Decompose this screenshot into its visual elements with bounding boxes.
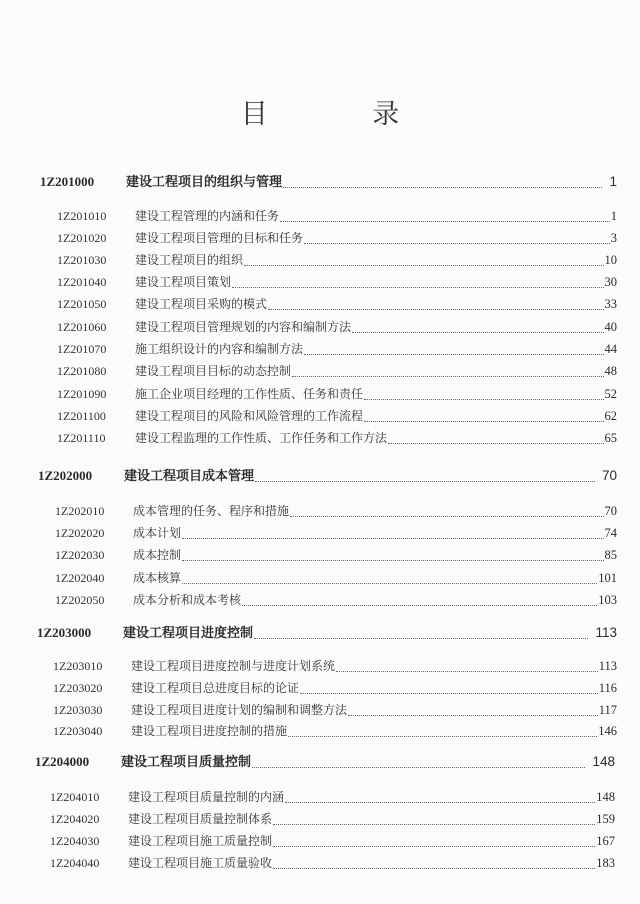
chapter-title: 建设工程项目的组织与管理 — [126, 175, 283, 190]
toc-chapter-entry[interactable] — [37, 623, 617, 643]
section-code: 1Z202020 — [55, 526, 105, 540]
toc-section-entry[interactable] — [57, 250, 617, 270]
section-code: 1Z202030 — [55, 548, 105, 562]
toc-section-entry[interactable] — [55, 590, 617, 610]
section-title: 建设工程项目进度控制与进度计划系统 — [131, 659, 336, 673]
dot-leader — [283, 173, 602, 188]
section-title: 成本管理的任务、程序和措施 — [133, 504, 290, 518]
page-number: 183 — [596, 856, 615, 870]
toc-title: 目 录 — [240, 99, 448, 130]
section-title: 建设工程项目采购的模式 — [135, 297, 268, 311]
section-code: 1Z201020 — [57, 231, 107, 245]
dot-leader — [352, 318, 603, 333]
page-number: 74 — [604, 526, 617, 540]
section-code: 1Z204030 — [50, 834, 100, 848]
section-code: 1Z204040 — [50, 856, 100, 870]
toc-section-entry[interactable] — [53, 721, 617, 741]
section-title: 建设工程项目的组织 — [135, 253, 244, 267]
section-title: 建设工程项目施工质量控制 — [128, 834, 273, 848]
section-title: 施工企业项目经理的工作性质、任务和责任 — [135, 387, 364, 401]
toc-section-entry[interactable] — [57, 361, 617, 381]
section-title: 建设工程项目管理规划的内容和编制方法 — [135, 320, 352, 334]
section-code: 1Z201010 — [57, 209, 107, 223]
section-code: 1Z201070 — [57, 342, 107, 356]
toc-section-entry[interactable] — [57, 339, 617, 359]
toc-section-entry[interactable] — [55, 568, 617, 588]
page-number: 103 — [598, 593, 617, 607]
dot-leader — [304, 229, 610, 244]
section-title: 建设工程项目进度控制的措施 — [131, 724, 288, 738]
toc-section-entry[interactable] — [57, 272, 617, 292]
dot-leader — [252, 753, 585, 768]
dot-leader — [304, 340, 603, 355]
page-number: 65 — [604, 431, 617, 445]
toc-section-entry[interactable] — [55, 523, 617, 543]
page-number: 146 — [598, 724, 617, 738]
page-number: 117 — [598, 703, 617, 717]
section-title: 建设工程项目质量控制的内涵 — [128, 790, 285, 804]
section-title: 建设工程项目总进度目标的论证 — [131, 681, 300, 695]
section-code: 1Z204020 — [50, 812, 100, 826]
page-number: 44 — [604, 342, 617, 356]
dot-leader — [254, 624, 588, 639]
dot-leader — [285, 788, 595, 803]
section-title: 建设工程项目进度计划的编制和调整方法 — [131, 703, 348, 717]
dot-leader — [273, 832, 595, 847]
page-number: 167 — [596, 834, 615, 848]
dot-leader — [364, 385, 603, 400]
toc-section-entry[interactable] — [57, 317, 617, 337]
dot-leader — [290, 502, 603, 517]
dot-leader — [244, 251, 603, 266]
toc-section-entry[interactable] — [57, 384, 617, 404]
chapter-code: 1Z204000 — [35, 754, 90, 769]
chapter-title: 建设工程项目质量控制 — [121, 755, 252, 770]
section-code: 1Z201050 — [57, 297, 107, 311]
page-number: 85 — [604, 548, 617, 562]
toc-section-entry[interactable] — [53, 678, 617, 698]
dot-leader — [182, 546, 603, 561]
section-code: 1Z201080 — [57, 364, 107, 378]
section-title: 建设工程项目目标的动态控制 — [135, 364, 292, 378]
page-number: 1 — [610, 209, 617, 223]
section-title: 施工组织设计的内容和编制方法 — [135, 342, 304, 356]
section-title: 成本计划 — [133, 526, 182, 540]
toc-section-entry[interactable] — [57, 228, 617, 248]
page-number: 3 — [610, 231, 617, 245]
page-number: 113 — [595, 625, 617, 640]
toc-section-entry[interactable] — [57, 206, 617, 226]
section-code: 1Z201040 — [57, 275, 107, 289]
section-code: 1Z203010 — [53, 659, 103, 673]
section-code: 1Z202050 — [55, 593, 105, 607]
section-code: 1Z201060 — [57, 320, 107, 334]
toc-section-entry[interactable] — [57, 406, 617, 426]
section-code: 1Z204010 — [50, 790, 100, 804]
section-title: 成本核算 — [133, 571, 182, 585]
toc-section-entry[interactable] — [55, 545, 617, 565]
page-number: 116 — [598, 681, 617, 695]
chapter-title: 建设工程项目进度控制 — [123, 626, 254, 641]
section-code: 1Z201110 — [57, 431, 106, 445]
page-number: 113 — [598, 659, 617, 673]
dot-leader — [280, 207, 610, 222]
dot-leader — [388, 429, 603, 444]
dot-leader — [273, 854, 595, 869]
chapter-code: 1Z203000 — [37, 625, 92, 640]
section-title: 成本控制 — [133, 548, 182, 562]
dot-leader — [300, 679, 598, 694]
toc-section-entry[interactable] — [50, 787, 615, 807]
toc-section-entry[interactable] — [53, 700, 617, 720]
page-number: 101 — [598, 571, 617, 585]
dot-leader — [182, 569, 597, 584]
page-number: 1 — [609, 174, 617, 189]
page-number: 70 — [601, 468, 617, 483]
dot-leader — [273, 810, 595, 825]
dot-leader — [268, 295, 603, 310]
toc-chapter-entry[interactable] — [35, 752, 615, 772]
chapter-code: 1Z201000 — [40, 174, 95, 189]
section-title: 建设工程监理的工作性质、工作任务和工作方法 — [135, 431, 388, 445]
section-title: 建设工程项目施工质量验收 — [128, 856, 273, 870]
toc-section-entry[interactable] — [55, 501, 617, 521]
chapter-code: 1Z202000 — [38, 468, 93, 483]
page-number: 10 — [604, 253, 617, 267]
page-number: 148 — [592, 754, 615, 769]
dot-leader — [182, 524, 603, 539]
section-title: 建设工程管理的内涵和任务 — [135, 209, 280, 223]
page-number: 70 — [604, 504, 617, 518]
dot-leader — [242, 591, 597, 606]
dot-leader — [364, 407, 603, 422]
section-code: 1Z201090 — [57, 387, 107, 401]
section-code: 1Z203040 — [53, 724, 103, 738]
page-number: 62 — [604, 409, 617, 423]
dot-leader — [336, 657, 598, 672]
section-title: 建设工程项目策划 — [135, 275, 232, 289]
dot-leader — [292, 362, 603, 377]
page-number: 148 — [596, 790, 615, 804]
dot-leader — [288, 722, 597, 737]
chapter-title: 建设工程项目成本管理 — [124, 469, 255, 484]
section-code: 1Z202010 — [55, 504, 105, 518]
page-number: 40 — [604, 320, 617, 334]
toc-section-entry[interactable] — [50, 809, 615, 829]
section-title: 建设工程项目的风险和风险管理的工作流程 — [135, 409, 364, 423]
dot-leader — [255, 467, 595, 482]
dot-leader — [232, 273, 603, 288]
page-number: 30 — [604, 275, 617, 289]
toc-section-entry[interactable] — [57, 428, 617, 448]
section-code: 1Z201030 — [57, 253, 107, 267]
toc-section-entry[interactable] — [57, 294, 617, 314]
toc-section-entry[interactable] — [50, 853, 615, 873]
section-code: 1Z203020 — [53, 681, 103, 695]
toc-chapter-entry[interactable] — [40, 172, 617, 192]
page-number: 159 — [596, 812, 615, 826]
section-code: 1Z201100 — [57, 409, 106, 423]
section-title: 成本分析和成本考核 — [133, 593, 242, 607]
section-title: 建设工程项目管理的目标和任务 — [135, 231, 304, 245]
toc-section-entry[interactable] — [50, 831, 615, 851]
toc-chapter-entry[interactable] — [38, 466, 617, 486]
section-title: 建设工程项目质量控制体系 — [128, 812, 273, 826]
toc-section-entry[interactable] — [53, 656, 617, 676]
page-number: 33 — [604, 297, 617, 311]
page-number: 52 — [604, 387, 617, 401]
section-code: 1Z203030 — [53, 703, 103, 717]
dot-leader — [348, 701, 598, 716]
section-code: 1Z202040 — [55, 571, 105, 585]
page-number: 48 — [604, 364, 617, 378]
